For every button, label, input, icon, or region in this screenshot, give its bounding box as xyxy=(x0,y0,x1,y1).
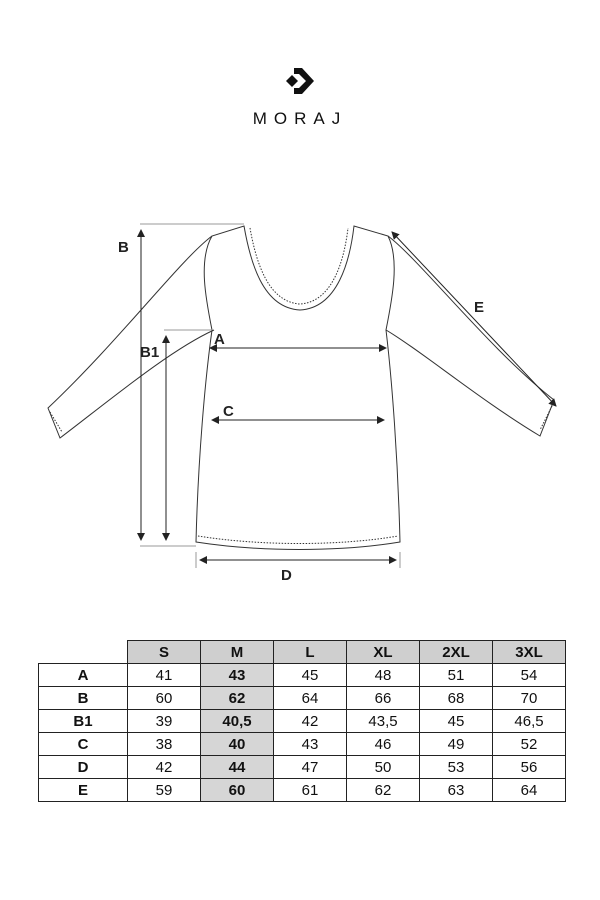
table-cell: 66 xyxy=(347,687,420,710)
table-cell: 47 xyxy=(274,756,347,779)
table-row xyxy=(39,756,566,779)
size-header-xl: XL xyxy=(347,641,420,664)
table-cell: 51 xyxy=(420,664,493,687)
table-cell: 44 xyxy=(201,756,274,779)
table-cell: 40 xyxy=(201,733,274,756)
table-cell: 64 xyxy=(493,779,566,802)
label-a: A xyxy=(214,331,225,348)
table-cell: 41 xyxy=(128,664,201,687)
table-cell: 53 xyxy=(420,756,493,779)
table-cell: 63 xyxy=(420,779,493,802)
table-cell: 46,5 xyxy=(493,710,566,733)
label-b: B xyxy=(118,239,129,256)
table-cell: 45 xyxy=(420,710,493,733)
row-label: D xyxy=(39,756,128,779)
table-cell: 39 xyxy=(128,710,201,733)
table-cell: 68 xyxy=(420,687,493,710)
label-c: C xyxy=(223,403,234,420)
size-header-2xl: 2XL xyxy=(420,641,493,664)
size-header-s: S xyxy=(128,641,201,664)
size-table-header-row xyxy=(39,641,566,664)
table-cell: 50 xyxy=(347,756,420,779)
table-cell: 46 xyxy=(347,733,420,756)
table-cell: 61 xyxy=(274,779,347,802)
table-cell: 62 xyxy=(347,779,420,802)
table-row xyxy=(39,779,566,802)
table-cell: 54 xyxy=(493,664,566,687)
size-header-m: M xyxy=(201,641,274,664)
size-table xyxy=(38,640,566,802)
moraj-logo-icon xyxy=(280,64,320,98)
row-label: E xyxy=(39,779,128,802)
table-cell: 60 xyxy=(128,687,201,710)
measure-b xyxy=(140,224,244,546)
size-header-3xl: 3XL xyxy=(493,641,566,664)
table-cell: 43 xyxy=(274,733,347,756)
table-cell: 42 xyxy=(274,710,347,733)
table-row xyxy=(39,733,566,756)
brand-name: MORAJ xyxy=(252,109,348,128)
label-d: D xyxy=(281,567,292,584)
table-cell: 56 xyxy=(493,756,566,779)
table-cell: 43,5 xyxy=(347,710,420,733)
table-cell: 59 xyxy=(128,779,201,802)
size-header-l: L xyxy=(274,641,347,664)
row-label: C xyxy=(39,733,128,756)
shirt-outline xyxy=(48,226,554,550)
label-e: E xyxy=(474,299,485,316)
table-cell: 62 xyxy=(201,687,274,710)
table-cell: 38 xyxy=(128,733,201,756)
table-cell: 45 xyxy=(274,664,347,687)
row-label: A xyxy=(39,664,128,687)
label-b1: B1 xyxy=(140,344,160,361)
table-row xyxy=(39,664,566,687)
table-cell: 70 xyxy=(493,687,566,710)
measure-b1 xyxy=(164,330,212,540)
measure-e xyxy=(392,232,556,406)
size-table-corner xyxy=(39,641,128,664)
table-cell: 64 xyxy=(274,687,347,710)
table-cell: 52 xyxy=(493,733,566,756)
measure-d xyxy=(196,552,400,568)
table-row xyxy=(39,687,566,710)
table-cell: 40,5 xyxy=(201,710,274,733)
table-row xyxy=(39,710,566,733)
table-cell: 48 xyxy=(347,664,420,687)
brand-logo xyxy=(0,64,600,98)
table-cell: 42 xyxy=(128,756,201,779)
table-cell: 49 xyxy=(420,733,493,756)
table-cell: 43 xyxy=(201,664,274,687)
shirt-diagram xyxy=(0,200,600,600)
row-label: B1 xyxy=(39,710,128,733)
row-label: B xyxy=(39,687,128,710)
table-cell: 60 xyxy=(201,779,274,802)
